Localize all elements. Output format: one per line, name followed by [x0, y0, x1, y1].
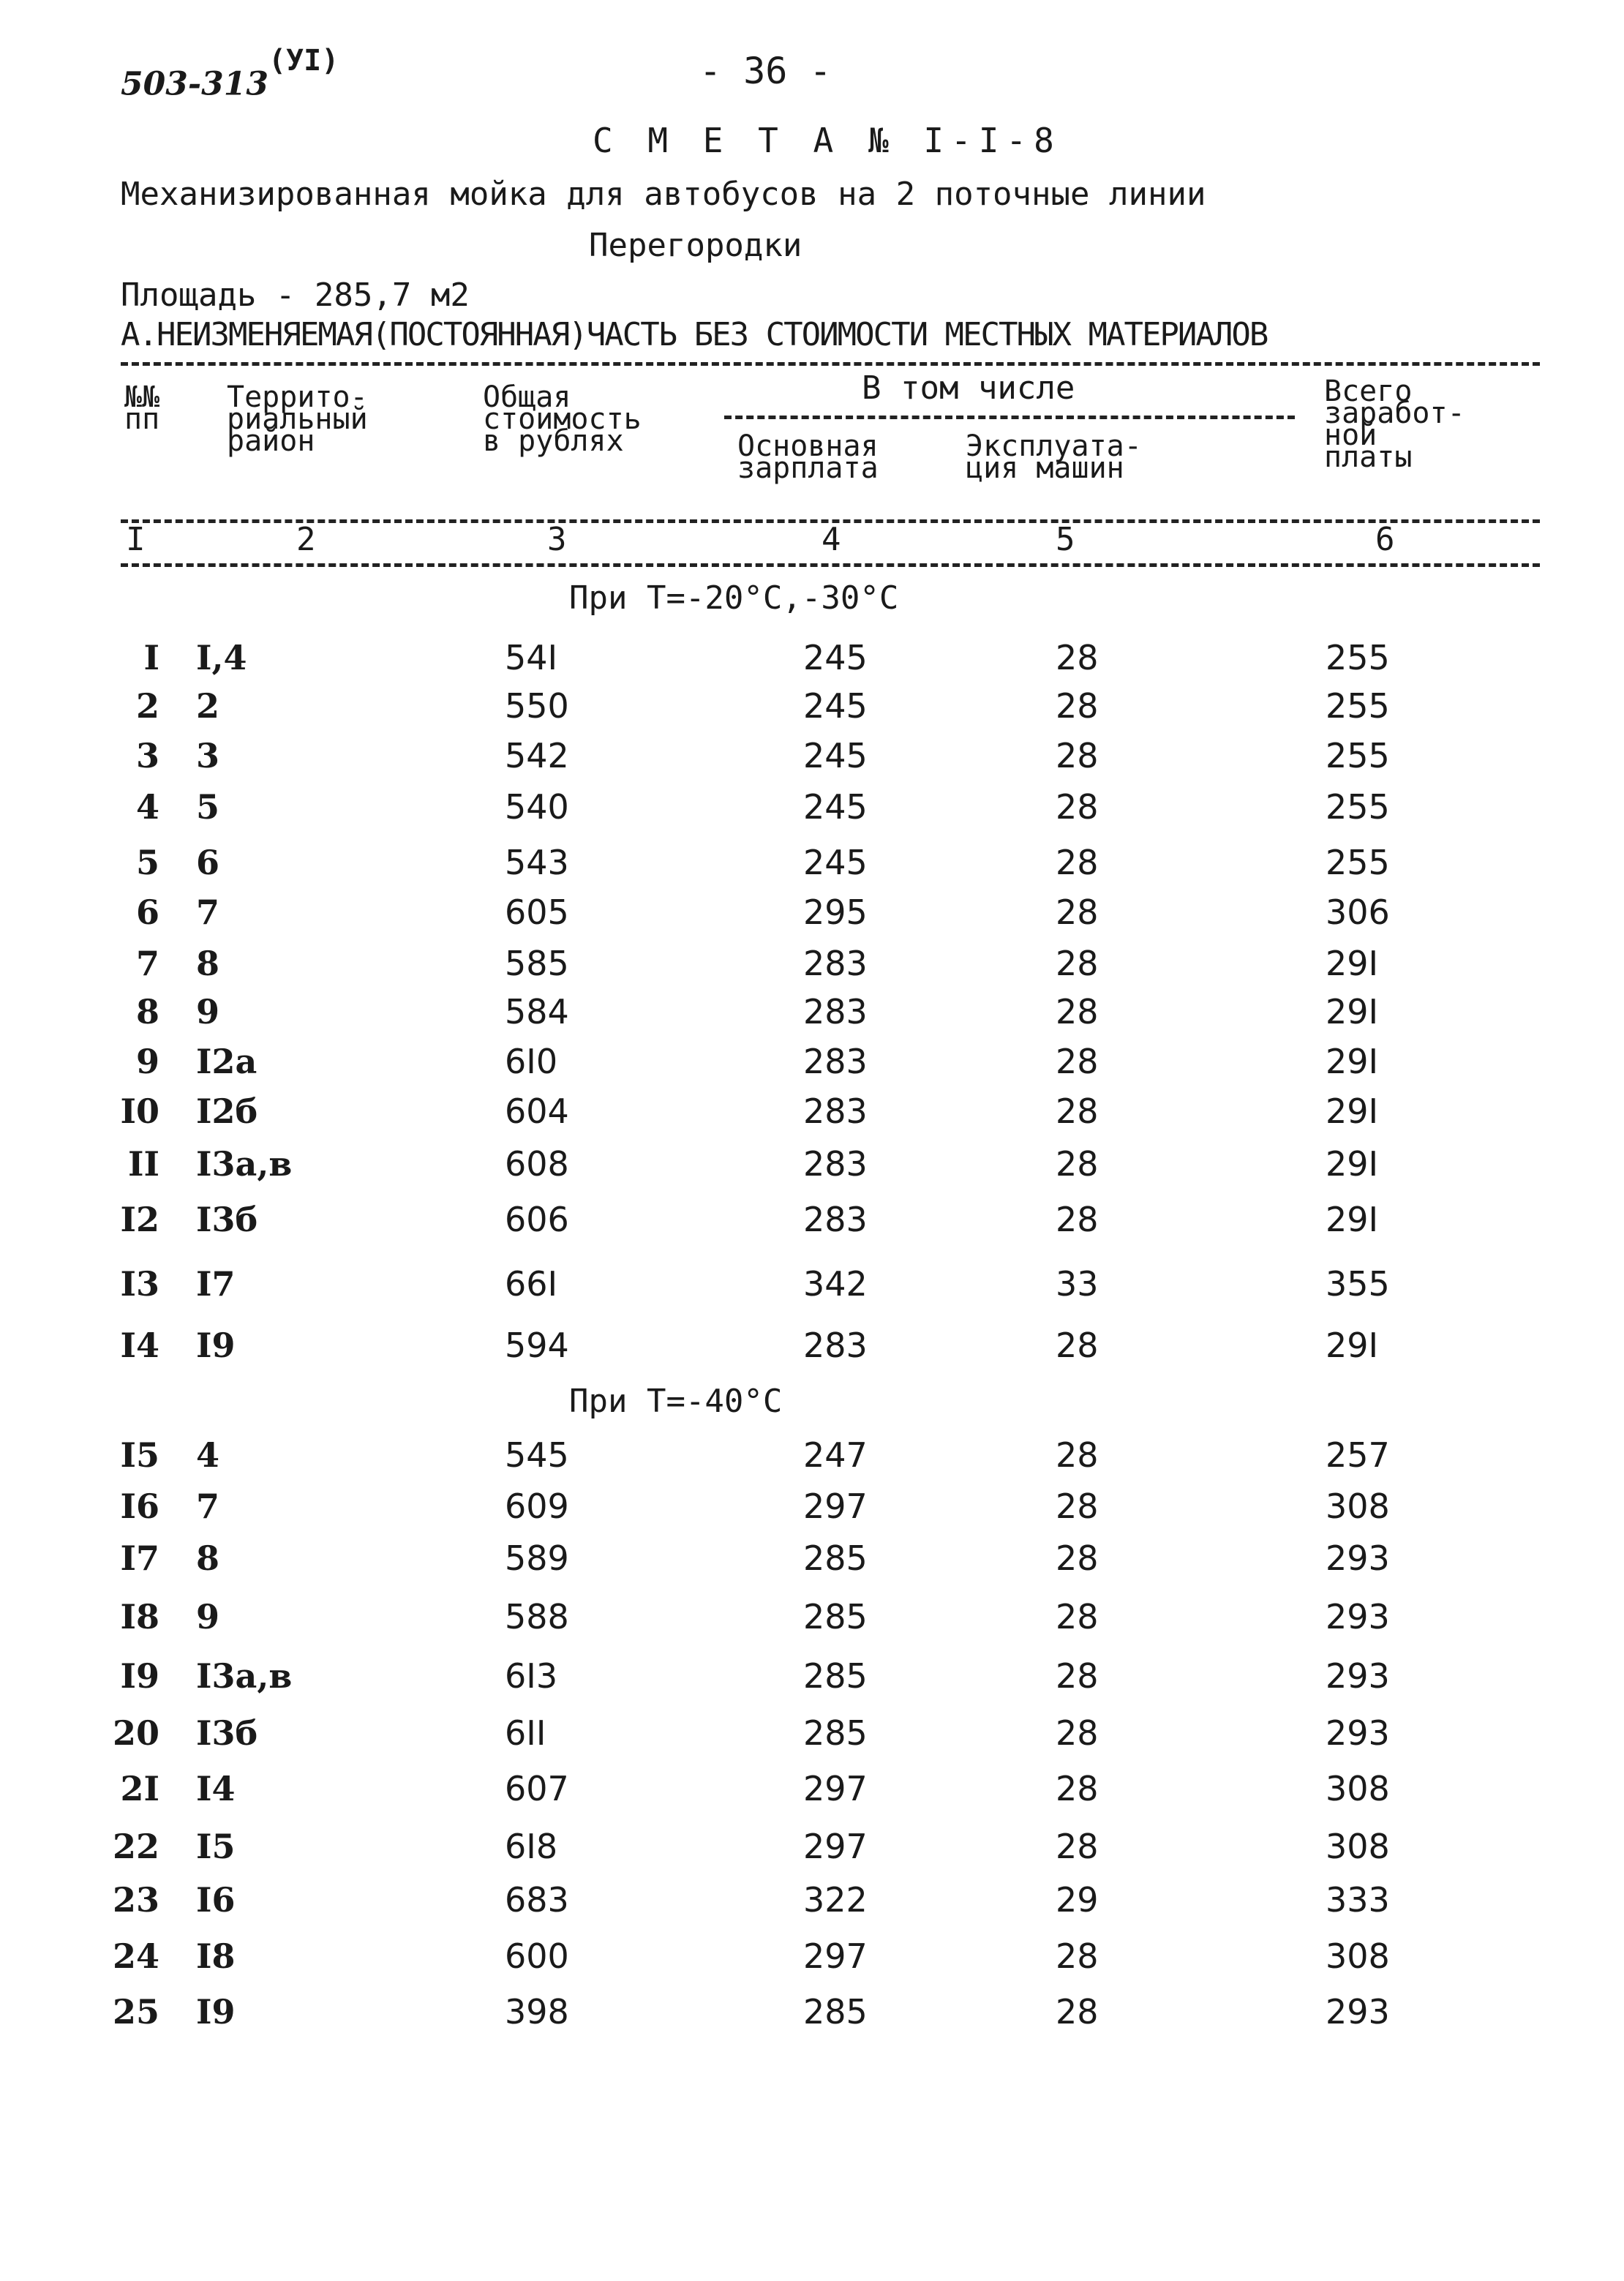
total-wages-cell: 306 [1326, 893, 1390, 932]
total-wages-cell: 255 [1326, 787, 1390, 827]
territorial-district-cell: I3б [196, 1200, 258, 1239]
row-number-cell: 20 [112, 1713, 159, 1753]
table-row [0, 638, 1624, 682]
total-cost-cell: 545 [505, 1435, 569, 1475]
total-wages-cell: 29I [1326, 992, 1379, 1031]
row-number-cell: I [143, 638, 159, 677]
base-salary-cell: 297 [803, 1769, 868, 1808]
territorial-district-cell: I3б [196, 1713, 258, 1753]
machine-operation-cell: 29 [1056, 1880, 1099, 1920]
base-salary-cell: 297 [803, 1936, 868, 1976]
total-cost-cell: 398 [505, 1992, 569, 2032]
table-row [0, 1713, 1624, 1757]
total-cost-cell: 584 [505, 992, 569, 1031]
table-row [0, 992, 1624, 1036]
total-cost-cell: 605 [505, 893, 569, 932]
base-salary-cell: 297 [803, 1487, 868, 1526]
machine-operation-cell: 28 [1056, 944, 1099, 983]
total-wages-cell: 293 [1326, 1597, 1390, 1636]
machine-operation-cell: 28 [1056, 843, 1099, 882]
base-salary-cell: 285 [803, 1538, 868, 1578]
territorial-district-cell: 8 [196, 944, 220, 983]
total-wages-cell: 308 [1326, 1936, 1390, 1976]
machine-operation-cell: 28 [1056, 1487, 1099, 1526]
territorial-district-cell: 3 [196, 736, 220, 775]
temperature-band-label: При Т=-20°С,-30°С [569, 579, 899, 617]
header-base-salary: Основная зарплата [737, 429, 879, 485]
machine-operation-cell: 28 [1056, 992, 1099, 1031]
table-row [0, 1992, 1624, 2036]
header-including-group: В том числе [862, 369, 1075, 407]
machine-operation-cell: 28 [1056, 1827, 1099, 1866]
base-salary-cell: 283 [803, 1326, 868, 1365]
machine-operation-cell: 28 [1056, 1091, 1099, 1131]
table-row [0, 686, 1624, 730]
machine-operation-cell: 28 [1056, 1538, 1099, 1578]
row-number-cell: I6 [120, 1487, 159, 1526]
machine-operation-cell: 28 [1056, 1936, 1099, 1976]
base-salary-cell: 283 [803, 1200, 868, 1239]
total-wages-cell: 255 [1326, 736, 1390, 775]
row-number-cell: 23 [112, 1880, 159, 1920]
row-number-cell: 22 [112, 1827, 159, 1866]
table-row [0, 1656, 1624, 1700]
row-number-cell: I2 [120, 1200, 159, 1239]
base-salary-cell: 283 [803, 1091, 868, 1131]
machine-operation-cell: 28 [1056, 1656, 1099, 1696]
total-wages-cell: 293 [1326, 1538, 1390, 1578]
machine-operation-cell: 28 [1056, 1435, 1099, 1475]
page-number: - 36 - [699, 50, 832, 92]
row-number-cell: 25 [112, 1992, 159, 2032]
base-salary-cell: 283 [803, 992, 868, 1031]
table-row [0, 1880, 1624, 1924]
base-salary-cell: 283 [803, 944, 868, 983]
total-wages-cell: 29I [1326, 1144, 1379, 1184]
row-number-cell: 7 [135, 944, 159, 983]
base-salary-cell: 297 [803, 1827, 868, 1866]
total-cost-cell: 589 [505, 1538, 569, 1578]
territorial-district-cell: I9 [196, 1992, 236, 2032]
machine-operation-cell: 28 [1056, 686, 1099, 726]
total-cost-cell: 600 [505, 1936, 569, 1976]
header-total-wages: Всего заработ- ной платы [1324, 375, 1465, 474]
table-row [0, 787, 1624, 831]
base-salary-cell: 342 [803, 1264, 868, 1304]
row-number-cell: 3 [135, 736, 159, 775]
total-cost-cell: 66I [505, 1264, 558, 1304]
row-number-cell: I4 [120, 1326, 159, 1365]
total-wages-cell: 29I [1326, 1091, 1379, 1131]
total-wages-cell: 29I [1326, 1326, 1379, 1365]
table-row [0, 1769, 1624, 1813]
total-wages-cell: 293 [1326, 1656, 1390, 1696]
territorial-district-cell: I,4 [196, 638, 247, 677]
table-row [0, 944, 1624, 988]
row-number-cell: 2 [135, 686, 159, 726]
territorial-district-cell: I2а [196, 1042, 257, 1081]
territorial-district-cell: 4 [196, 1435, 220, 1475]
part-heading: А.НЕИЗМЕНЯЕМАЯ(ПОСТОЯННАЯ)ЧАСТЬ БЕЗ СТОИМОСТИ МЕСТНЫХ МАТЕРИАЛОВ [121, 316, 1268, 353]
estimate-title: С М Е Т А № I-I-8 [593, 121, 1061, 160]
territorial-district-cell: 6 [196, 843, 220, 882]
total-wages-cell: 308 [1326, 1827, 1390, 1866]
table-row [0, 1326, 1624, 1369]
column-number-2: 2 [296, 521, 316, 558]
table-row [0, 1200, 1624, 1244]
row-number-cell: 8 [135, 992, 159, 1031]
header-row-number: №№ пп [124, 380, 160, 436]
column-number-6: 6 [1375, 521, 1395, 558]
table-top-rule [121, 362, 1540, 366]
table-row [0, 1487, 1624, 1530]
machine-operation-cell: 33 [1056, 1264, 1099, 1304]
total-cost-cell: 543 [505, 843, 569, 882]
row-number-cell: II [127, 1144, 159, 1184]
row-number-cell: 5 [135, 843, 159, 882]
area-line: Площадь - 285,7 м2 [121, 277, 470, 314]
header-territorial-district: Террито- риальный район [227, 380, 368, 458]
total-cost-cell: 588 [505, 1597, 569, 1636]
territorial-district-cell: I4 [196, 1769, 236, 1808]
row-number-cell: 6 [135, 893, 159, 932]
base-salary-cell: 283 [803, 1144, 868, 1184]
total-cost-cell: 6II [505, 1713, 546, 1753]
column-number-5: 5 [1056, 521, 1075, 558]
base-salary-cell: 245 [803, 686, 868, 726]
territorial-district-cell: I7 [196, 1264, 236, 1304]
territorial-district-cell: 5 [196, 787, 220, 827]
header-machine-operation: Эксплуата- ция машин [966, 429, 1142, 485]
machine-operation-cell: 28 [1056, 1200, 1099, 1239]
territorial-district-cell: 8 [196, 1538, 220, 1578]
total-wages-cell: 333 [1326, 1880, 1390, 1920]
column-number-3: 3 [547, 521, 567, 558]
row-number-cell: 4 [135, 787, 159, 827]
table-row [0, 893, 1624, 936]
table-row [0, 1597, 1624, 1641]
table-row [0, 1435, 1624, 1479]
total-cost-cell: 540 [505, 787, 569, 827]
machine-operation-cell: 28 [1056, 1713, 1099, 1753]
territorial-district-cell: 9 [196, 1597, 220, 1636]
total-wages-cell: 29I [1326, 944, 1379, 983]
total-wages-cell: 293 [1326, 1713, 1390, 1753]
table-row [0, 1144, 1624, 1188]
base-salary-cell: 245 [803, 787, 868, 827]
row-number-cell: 24 [112, 1936, 159, 1976]
total-wages-cell: 255 [1326, 843, 1390, 882]
table-row [0, 1091, 1624, 1135]
section-name: Перегородки [589, 227, 802, 264]
table-row [0, 843, 1624, 887]
total-cost-cell: 550 [505, 686, 569, 726]
row-number-cell: I9 [120, 1656, 159, 1696]
table-row [0, 1936, 1624, 1980]
header-total-cost: Общая стоимость в рублях [483, 380, 642, 458]
total-wages-cell: 293 [1326, 1992, 1390, 2032]
total-cost-cell: 594 [505, 1326, 569, 1365]
row-number-cell: I5 [120, 1435, 159, 1475]
base-salary-cell: 285 [803, 1992, 868, 2032]
document-code-superscript: (УI) [268, 44, 339, 78]
territorial-district-cell: 7 [196, 893, 220, 932]
table-row [0, 1042, 1624, 1086]
base-salary-cell: 247 [803, 1435, 868, 1475]
column-number-rule [121, 563, 1540, 567]
total-cost-cell: 609 [505, 1487, 569, 1526]
territorial-district-cell: I9 [196, 1326, 236, 1365]
total-cost-cell: 604 [505, 1091, 569, 1131]
table-row [0, 1538, 1624, 1582]
base-salary-cell: 285 [803, 1597, 868, 1636]
machine-operation-cell: 28 [1056, 1597, 1099, 1636]
table-row [0, 736, 1624, 780]
subheader-rule [724, 416, 1295, 419]
total-cost-cell: 542 [505, 736, 569, 775]
total-cost-cell: 6I0 [505, 1042, 558, 1081]
total-wages-cell: 308 [1326, 1769, 1390, 1808]
territorial-district-cell: I6 [196, 1880, 236, 1920]
total-cost-cell: 608 [505, 1144, 569, 1184]
total-wages-cell: 29I [1326, 1042, 1379, 1081]
total-cost-cell: 683 [505, 1880, 569, 1920]
total-cost-cell: 54I [505, 638, 558, 677]
total-cost-cell: 607 [505, 1769, 569, 1808]
base-salary-cell: 245 [803, 736, 868, 775]
column-number-1: I [126, 521, 146, 558]
machine-operation-cell: 28 [1056, 1326, 1099, 1365]
base-salary-cell: 285 [803, 1656, 868, 1696]
total-wages-cell: 29I [1326, 1200, 1379, 1239]
base-salary-cell: 322 [803, 1880, 868, 1920]
total-wages-cell: 257 [1326, 1435, 1390, 1475]
table-row [0, 1264, 1624, 1308]
total-cost-cell: 6I8 [505, 1827, 558, 1866]
total-cost-cell: 606 [505, 1200, 569, 1239]
total-wages-cell: 355 [1326, 1264, 1390, 1304]
machine-operation-cell: 28 [1056, 1144, 1099, 1184]
territorial-district-cell: I3а,в [196, 1656, 293, 1696]
table-row [0, 1827, 1624, 1871]
row-number-cell: I0 [120, 1091, 159, 1131]
territorial-district-cell: I3а,в [196, 1144, 293, 1184]
machine-operation-cell: 28 [1056, 1992, 1099, 2032]
base-salary-cell: 283 [803, 1042, 868, 1081]
total-cost-cell: 585 [505, 944, 569, 983]
row-number-cell: 2I [120, 1769, 159, 1808]
territorial-district-cell: I5 [196, 1827, 236, 1866]
territorial-district-cell: I8 [196, 1936, 236, 1976]
territorial-district-cell: I2б [196, 1091, 258, 1131]
base-salary-cell: 245 [803, 638, 868, 677]
row-number-cell: 9 [135, 1042, 159, 1081]
machine-operation-cell: 28 [1056, 893, 1099, 932]
machine-operation-cell: 28 [1056, 787, 1099, 827]
base-salary-cell: 285 [803, 1713, 868, 1753]
total-wages-cell: 308 [1326, 1487, 1390, 1526]
base-salary-cell: 295 [803, 893, 868, 932]
territorial-district-cell: 2 [196, 686, 220, 726]
total-cost-cell: 6I3 [505, 1656, 558, 1696]
estimate-subtitle: Механизированная мойка для автобусов на 2 поточные линии [121, 176, 1206, 213]
row-number-cell: I3 [120, 1264, 159, 1304]
row-number-cell: I7 [120, 1538, 159, 1578]
territorial-district-cell: 7 [196, 1487, 220, 1526]
document-code: $503-313^{(УI)}$ [121, 44, 339, 103]
machine-operation-cell: 28 [1056, 638, 1099, 677]
base-salary-cell: 245 [803, 843, 868, 882]
machine-operation-cell: 28 [1056, 736, 1099, 775]
territorial-district-cell: 9 [196, 992, 220, 1031]
machine-operation-cell: 28 [1056, 1042, 1099, 1081]
total-wages-cell: 255 [1326, 638, 1390, 677]
temperature-band-label: При Т=-40°С [569, 1383, 783, 1420]
row-number-cell: I8 [120, 1597, 159, 1636]
column-number-4: 4 [822, 521, 841, 558]
machine-operation-cell: 28 [1056, 1769, 1099, 1808]
total-wages-cell: 255 [1326, 686, 1390, 726]
